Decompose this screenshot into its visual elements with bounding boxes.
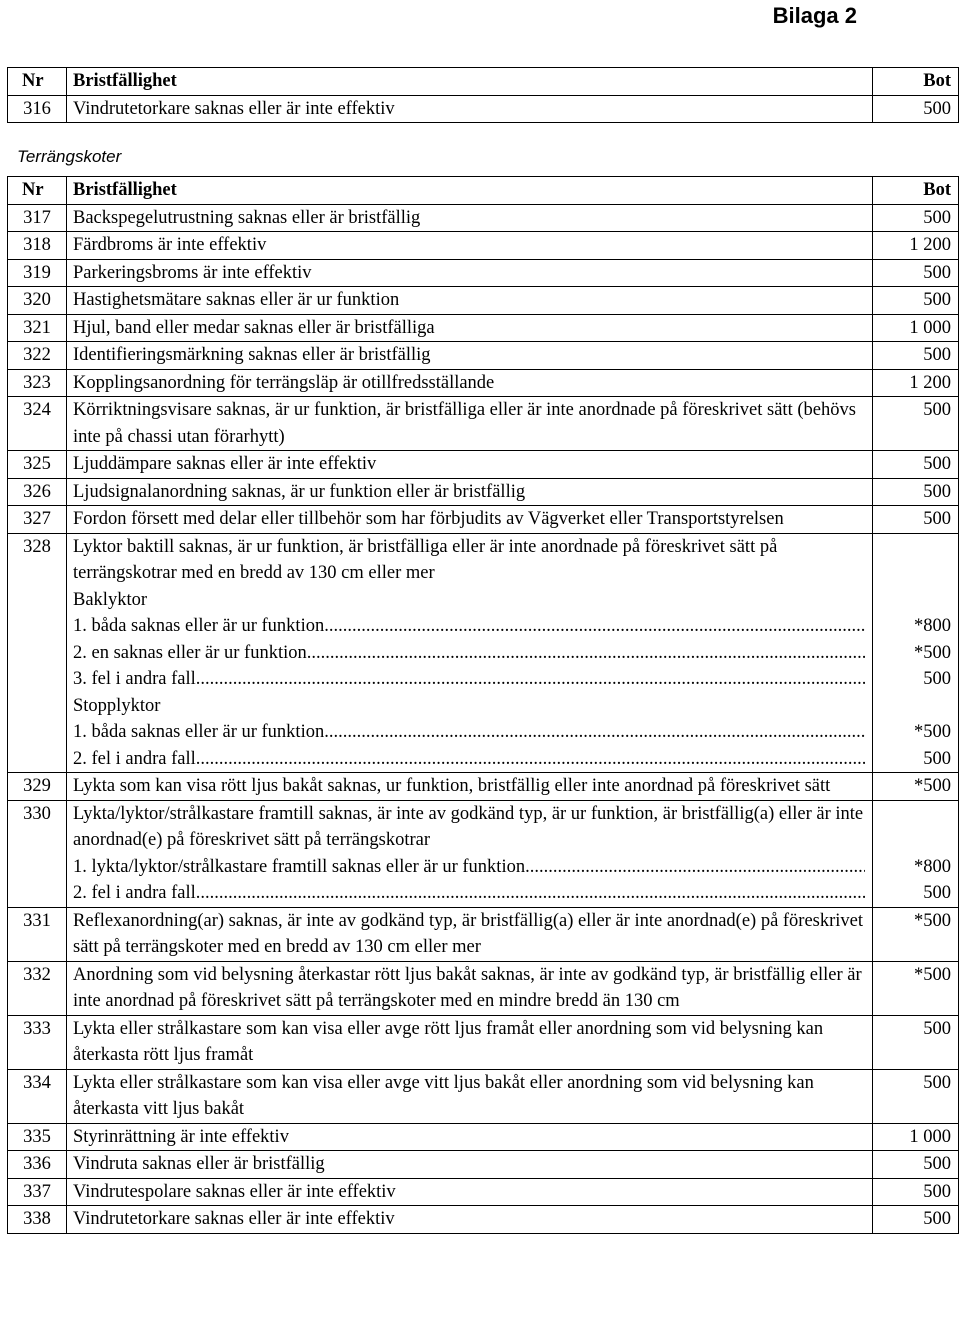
sub-item xyxy=(73,746,865,773)
table-header-row xyxy=(8,68,959,96)
row-bot: *500 xyxy=(873,773,959,801)
table-row xyxy=(8,342,959,370)
row-bot: *500 xyxy=(873,961,959,1015)
table-row xyxy=(8,232,959,260)
sub-item-bot: 500 xyxy=(923,883,951,903)
row-text: Färdbroms är inte effektiv xyxy=(67,232,873,260)
row-bot: 500 xyxy=(873,1151,959,1179)
row-nr: 335 xyxy=(8,1123,67,1151)
row-nr: 326 xyxy=(8,478,67,506)
table-row xyxy=(8,1151,959,1179)
table-row xyxy=(8,478,959,506)
row-nr: 333 xyxy=(8,1015,67,1069)
row-nr: 321 xyxy=(8,314,67,342)
fine-table-2 xyxy=(7,176,959,1234)
table-header-row xyxy=(8,177,959,205)
row-nr: 317 xyxy=(8,204,67,232)
table-row xyxy=(8,800,959,907)
spacer xyxy=(879,587,951,614)
row-bot: 500 xyxy=(873,1015,959,1069)
row-text: Parkeringsbroms är inte effektiv xyxy=(67,259,873,287)
row-nr: 319 xyxy=(8,259,67,287)
spacer xyxy=(879,801,951,828)
row-nr: 323 xyxy=(8,369,67,397)
row-nr: 329 xyxy=(8,773,67,801)
row-text: Ljuddämpare saknas eller är inte effektiv xyxy=(67,451,873,479)
dot-leader xyxy=(196,746,865,773)
spacer xyxy=(879,560,951,587)
sub-item-bot: *500 xyxy=(914,722,951,742)
table-row xyxy=(8,1123,959,1151)
row-bot: 1 000 xyxy=(873,1123,959,1151)
row-text: Fordon försett med delar eller tillbehör som har förbjudits av Vägverket eller Transportstyrelsen xyxy=(67,506,873,534)
sub-item-text: 1. lykta/lyktor/strålkastare framtill saknas eller är ur funktion xyxy=(73,856,526,877)
column-header-bot: Bot xyxy=(873,68,959,96)
sub-item xyxy=(73,613,865,640)
spacer xyxy=(879,693,951,720)
sub-item-text: 1. båda saknas eller är ur funktion xyxy=(73,722,325,742)
spacer xyxy=(879,827,951,854)
table-row xyxy=(8,397,959,451)
sub-item-bot: *800 xyxy=(914,856,951,877)
row-nr: 337 xyxy=(8,1178,67,1206)
sub-heading-stopplyktor: Stopplyktor xyxy=(73,695,161,716)
row-nr: 338 xyxy=(8,1206,67,1234)
row-nr: 328 xyxy=(8,533,67,773)
row-nr: 324 xyxy=(8,397,67,451)
sub-item xyxy=(73,880,865,907)
sub-item xyxy=(73,666,865,693)
table-row xyxy=(8,314,959,342)
dot-leader xyxy=(324,719,865,746)
row-bot: 1 200 xyxy=(873,232,959,260)
row-text: Lykta eller strålkastare som kan visa eller avge rött ljus framåt eller anordning som vid belysning kan återkasta rött ljus framåt xyxy=(67,1015,873,1069)
table-row xyxy=(8,451,959,479)
dot-leader xyxy=(307,640,865,667)
row-text: Identifieringsmärkning saknas eller är bristfällig xyxy=(67,342,873,370)
dot-leader xyxy=(324,613,865,640)
row-bot: 500 xyxy=(873,259,959,287)
table-row xyxy=(8,773,959,801)
sub-item-text: 2. fel i andra fall xyxy=(73,748,196,769)
row-bot: 500 xyxy=(873,478,959,506)
sub-item-bot: *800 xyxy=(914,616,951,636)
row-bot: 500 xyxy=(873,204,959,232)
sub-item-bot: 500 xyxy=(923,669,951,689)
row-nr: 332 xyxy=(8,961,67,1015)
table-row xyxy=(8,287,959,315)
sub-heading-baklyktor: Baklyktor xyxy=(73,589,147,610)
table-row xyxy=(8,506,959,534)
row-nr: 322 xyxy=(8,342,67,370)
row-bot: 1 000 xyxy=(873,314,959,342)
table-row xyxy=(8,1178,959,1206)
row-bot: 1 200 xyxy=(873,369,959,397)
table-row xyxy=(8,961,959,1015)
row-bot: 500 xyxy=(873,342,959,370)
dot-leader xyxy=(525,854,865,881)
sub-item xyxy=(73,640,865,667)
spacer xyxy=(879,534,951,561)
column-header-text: Bristfällighet xyxy=(67,177,873,205)
sub-item xyxy=(73,854,865,881)
table-row xyxy=(8,907,959,961)
row-text: Vindrutetorkare saknas eller är inte effektiv xyxy=(67,1206,873,1234)
table-row xyxy=(8,533,959,773)
sub-item-bot: *500 xyxy=(914,642,951,663)
row-text: Anordning som vid belysning återkastar rött ljus bakåt saknas, är inte av godkänd typ, är bristfällig eller är inte anordnad på föreskrivet sätt på terrängskoter med en mindre bredd än 130 cm xyxy=(67,961,873,1015)
table-row xyxy=(8,259,959,287)
row-text: Körriktningsvisare saknas, är ur funktion, är bristfälliga eller är inte anordnade på föreskrivet sätt (behövs inte på chassi utan förarhytt) xyxy=(67,397,873,451)
table-row xyxy=(8,369,959,397)
table-row xyxy=(8,1206,959,1234)
sub-item-text: 2. fel i andra fall xyxy=(73,883,196,903)
row-text: Reflexanordning(ar) saknas, är inte av godkänd typ, är bristfällig(a) eller är inte anordnad(e) på föreskrivet sätt på terrängskoter med en bredd av 130 cm eller mer xyxy=(67,907,873,961)
row-text: Styrinrättning är inte effektiv xyxy=(67,1123,873,1151)
dot-leader xyxy=(196,880,865,907)
column-header-nr: Nr xyxy=(8,68,67,96)
section-title: Terrängskoter xyxy=(17,147,122,166)
row-lead-text: Lyktor baktill saknas, är ur funktion, är bristfälliga eller är inte anordnade på föreskrivet sätt på terrängskotrar med en bredd av 130 cm eller mer xyxy=(73,536,778,583)
row-lead-text: Lykta/lyktor/strålkastare framtill saknas, är inte av godkänd typ, är ur funktion, är bristfällig(a) eller är inte anordnad(e) på föreskrivet sätt på terrängskotrar xyxy=(73,803,864,850)
row-bot: 500 xyxy=(873,1178,959,1206)
row-nr: 336 xyxy=(8,1151,67,1179)
row-nr: 325 xyxy=(8,451,67,479)
row-text: Ljudsignalanordning saknas, är ur funktion eller är bristfällig xyxy=(67,478,873,506)
column-header-bot: Bot xyxy=(873,177,959,205)
row-text: Lykta eller strålkastare som kan visa eller avge vitt ljus bakåt eller anordning som vid belysning kan återkasta vitt ljus bakåt xyxy=(67,1069,873,1123)
dot-leader xyxy=(196,666,865,693)
row-text xyxy=(67,533,873,773)
appendix-label: Bilaga 2 xyxy=(772,3,857,28)
row-bot: 500 xyxy=(873,95,959,123)
sub-item-bot: 500 xyxy=(923,748,951,769)
row-text: Vindrutetorkare saknas eller är inte effektiv xyxy=(67,95,873,123)
row-bot: *500 xyxy=(873,907,959,961)
table-row xyxy=(8,95,959,123)
row-nr: 330 xyxy=(8,800,67,907)
row-bot: 500 xyxy=(873,1206,959,1234)
row-nr: 316 xyxy=(8,95,67,123)
table-row xyxy=(8,204,959,232)
row-text: Vindrutespolare saknas eller är inte effektiv xyxy=(67,1178,873,1206)
column-header-text: Bristfällighet xyxy=(67,68,873,96)
sub-item xyxy=(73,719,865,746)
row-nr: 327 xyxy=(8,506,67,534)
row-nr: 320 xyxy=(8,287,67,315)
row-bot: 500 xyxy=(873,1069,959,1123)
row-bot: 500 xyxy=(873,451,959,479)
table-row xyxy=(8,1069,959,1123)
row-nr: 331 xyxy=(8,907,67,961)
row-bot xyxy=(873,533,959,773)
table-row xyxy=(8,1015,959,1069)
row-bot: 500 xyxy=(873,287,959,315)
sub-item-text: 3. fel i andra fall xyxy=(73,669,196,689)
row-text: Backspegelutrustning saknas eller är bristfällig xyxy=(67,204,873,232)
row-text: Hjul, band eller medar saknas eller är bristfälliga xyxy=(67,314,873,342)
fine-table-1 xyxy=(7,67,959,123)
row-text: Hastighetsmätare saknas eller är ur funktion xyxy=(67,287,873,315)
row-bot: 500 xyxy=(873,506,959,534)
row-text: Lykta som kan visa rött ljus bakåt saknas, ur funktion, bristfällig eller inte anordnad på föreskrivet sätt xyxy=(67,773,873,801)
column-header-nr: Nr xyxy=(8,177,67,205)
row-bot: 500 xyxy=(873,397,959,451)
row-text: Kopplingsanordning för terrängsläp är otillfredsställande xyxy=(67,369,873,397)
row-text xyxy=(67,800,873,907)
row-text: Vindruta saknas eller är bristfällig xyxy=(67,1151,873,1179)
row-nr: 318 xyxy=(8,232,67,260)
row-bot xyxy=(873,800,959,907)
row-nr: 334 xyxy=(8,1069,67,1123)
sub-item-text: 1. båda saknas eller är ur funktion xyxy=(73,616,325,636)
sub-item-text: 2. en saknas eller är ur funktion xyxy=(73,642,307,663)
